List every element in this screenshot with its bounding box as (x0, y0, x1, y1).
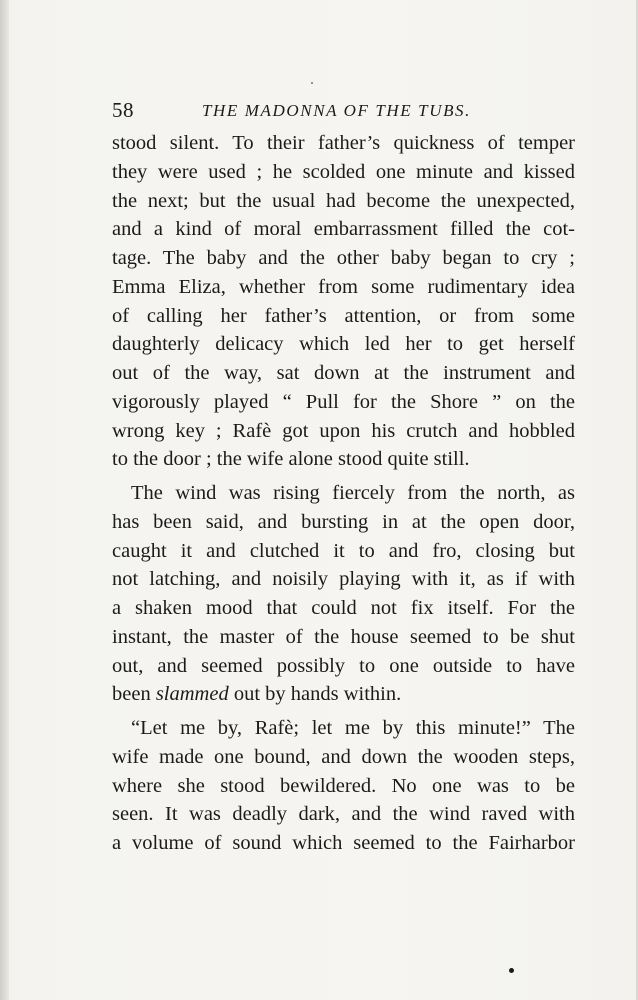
text-line: wrong key ; Rafè got upon his crutch and hobbled (112, 419, 575, 442)
text-line: out of the way, sat down at the instrument and (112, 362, 575, 384)
page-header (112, 96, 578, 124)
text-line: not latching, and noisily playing with it, as if with (112, 568, 575, 591)
page-gutter-shadow (0, 0, 9, 1000)
text-line: “Let me by, Rafè; let me by this minute!” The (131, 717, 575, 739)
page-number: 58 (112, 98, 134, 122)
paper-speck (509, 968, 514, 973)
text-line: Emma Eliza, whether from some rudimentary idea (112, 275, 575, 298)
text-line: of calling her father’s attention, or from some (112, 304, 575, 327)
text-line: vigorously played “ Pull for the Shore ” on the (112, 390, 575, 413)
text-fragment: out by hands within. (228, 683, 402, 706)
text-line: has been said, and bursting in at the open door, (112, 510, 575, 533)
text-line: seen. It was deadly dark, and the wind raved with (112, 803, 575, 826)
italic-emphasis: slammed (155, 683, 229, 706)
text-line: The wind was rising fiercely from the north, as (131, 482, 575, 504)
text-line: tage. The baby and the other baby began to cry ; (112, 247, 575, 269)
text-line: they were used ; he scolded one minute and kissed (112, 160, 575, 183)
text-line: a shaken mood that could not fix itself. For the (112, 597, 575, 619)
running-title: THE MADONNA OF THE TUBS. (202, 101, 472, 120)
paper-speck (311, 82, 313, 84)
text-line: and a kind of moral embarrassment filled the cot- (112, 218, 575, 241)
text-line: instant, the master of the house seemed to be shut (112, 625, 575, 648)
text-line: wife made one bound, and down the wooden steps, (112, 745, 575, 768)
text-line: to the door ; the wife alone stood quite still. (112, 448, 470, 471)
text-line (112, 680, 575, 709)
text-line: where she stood bewildered. No one was to be (112, 774, 575, 797)
text-line: the next; but the usual had become the unexpected, (112, 189, 575, 212)
text-line: stood silent. To their father’s quickness of temper (112, 132, 575, 154)
text-fragment: been (112, 683, 156, 706)
text-line: daughterly delicacy which led her to get herself (112, 333, 575, 356)
body-text (112, 129, 575, 858)
text-line: caught it and clutched it to and fro, closing but (112, 539, 575, 562)
text-line: a volume of sound which seemed to the Fairharbor (112, 832, 575, 854)
text-line: out, and seemed possibly to one outside to have (112, 654, 575, 677)
